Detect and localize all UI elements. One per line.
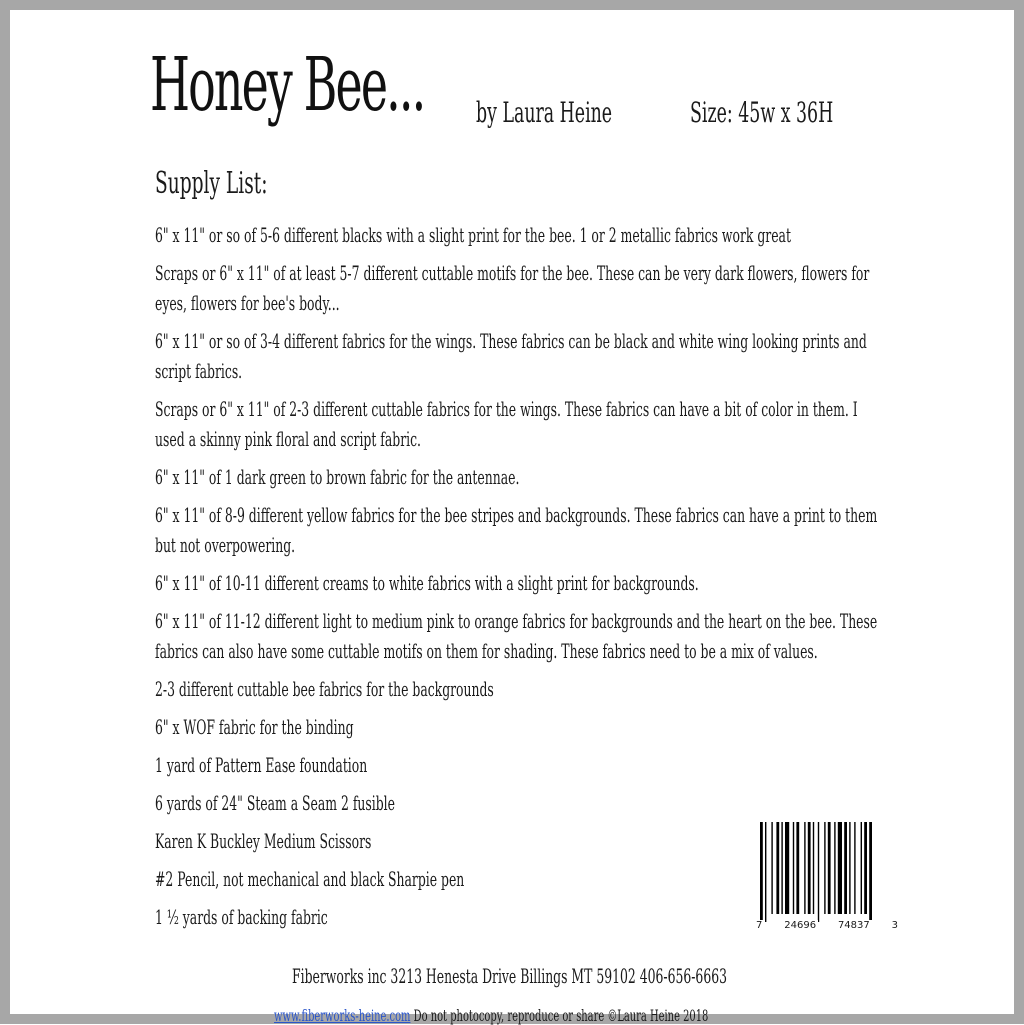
supply-item: 6" x 11" of 8-9 different yellow fabrics for the bee stripes and backgrounds. These fabrics can have a print to them but not overpowering.: [155, 503, 878, 557]
website-link[interactable]: www.fiberworks-heine.com: [274, 1006, 411, 1025]
supply-item: 6" x WOF fabric for the binding: [155, 715, 354, 739]
barcode-bar: [781, 822, 782, 914]
pattern-size: Size: 45w x 36H: [690, 96, 834, 129]
barcode-bar: [771, 822, 772, 914]
barcode-digit-group: 24696: [784, 920, 817, 931]
supply-item: #2 Pencil, not mechanical and black Sharpie pen: [155, 867, 465, 891]
barcode-bar: [785, 822, 789, 914]
supply-item: 6" x 11" of 1 dark green to brown fabric for the antennae.: [155, 465, 520, 489]
supply-item: Scraps or 6" x 11" of at least 5-7 different cuttable motifs for the bee. These can be very dark flowers, flowers for eyes, flowers for bee's body...: [155, 261, 870, 315]
barcode-bar: [793, 822, 794, 914]
barcode-bar: [765, 822, 766, 922]
supply-item: 1 yard of Pattern Ease foundation: [155, 753, 368, 777]
barcode-bars: [758, 822, 896, 922]
barcode-digit-group: 3: [891, 920, 898, 931]
barcode-bar: [844, 822, 847, 914]
supply-item: 2-3 different cuttable bee fabrics for the backgrounds: [155, 677, 494, 701]
barcode-bar: [824, 822, 825, 914]
barcode-bar: [834, 822, 835, 914]
supply-item: Karen K Buckley Medium Scissors: [155, 829, 372, 853]
barcode-digits: [754, 920, 900, 931]
barcode-bar: [804, 822, 805, 914]
footer-copyright: [274, 1006, 708, 1025]
barcode-digit-group: 7: [756, 920, 763, 931]
barcode-bar: [813, 822, 814, 914]
barcode-bar: [864, 822, 867, 914]
barcode-bar: [776, 822, 779, 914]
barcode-bar: [796, 822, 799, 914]
copyright-notice: Do not photocopy, reproduce or share ©Laura Heine 2018: [410, 1006, 709, 1025]
barcode-bar: [760, 822, 763, 922]
supply-item: 6" x 11" of 10-11 different creams to white fabrics with a slight print for backgrounds.: [155, 571, 699, 595]
barcode-bar: [849, 822, 850, 914]
supply-item: 6 yards of 24" Steam a Seam 2 fusible: [155, 791, 395, 815]
supply-item: 6" x 11" or so of 5-6 different blacks with a slight print for the bee. 1 or 2 metallic fabrics work great: [155, 223, 791, 247]
pattern-title: Honey Bee...: [150, 42, 425, 128]
pattern-byline: by Laura Heine: [476, 96, 613, 129]
barcode-bar: [828, 822, 831, 914]
barcode-bar: [818, 822, 819, 922]
barcode-bar: [854, 822, 855, 914]
barcode-bar: [838, 822, 842, 914]
supply-item: 6" x 11" of 11-12 different light to medium pink to orange fabrics for backgrounds and the heart on the bee. These fabrics can also have some cuttable motifs on them for shading. These fabrics need to be a mix of values.: [155, 609, 878, 663]
supply-item: 1 ½ yards of backing fabric: [155, 905, 328, 929]
supply-item: Scraps or 6" x 11" of 2-3 different cuttable fabrics for the wings. These fabrics can have a bit of color in them. I used a skinny pink floral and script fabric.: [155, 397, 858, 451]
supply-item: 6" x 11" or so of 3-4 different fabrics for the wings. These fabrics can be black and white wing looking prints and script fabrics.: [155, 329, 867, 383]
supply-list-heading: Supply List:: [155, 166, 268, 201]
footer-address: Fiberworks inc 3213 Henesta Drive Billings MT 59102 406-656-6663: [292, 964, 727, 988]
barcode-bar: [808, 822, 811, 914]
barcode-digit-group: 74837: [837, 920, 870, 931]
barcode-bar: [861, 822, 862, 914]
barcode-bar: [869, 822, 872, 922]
